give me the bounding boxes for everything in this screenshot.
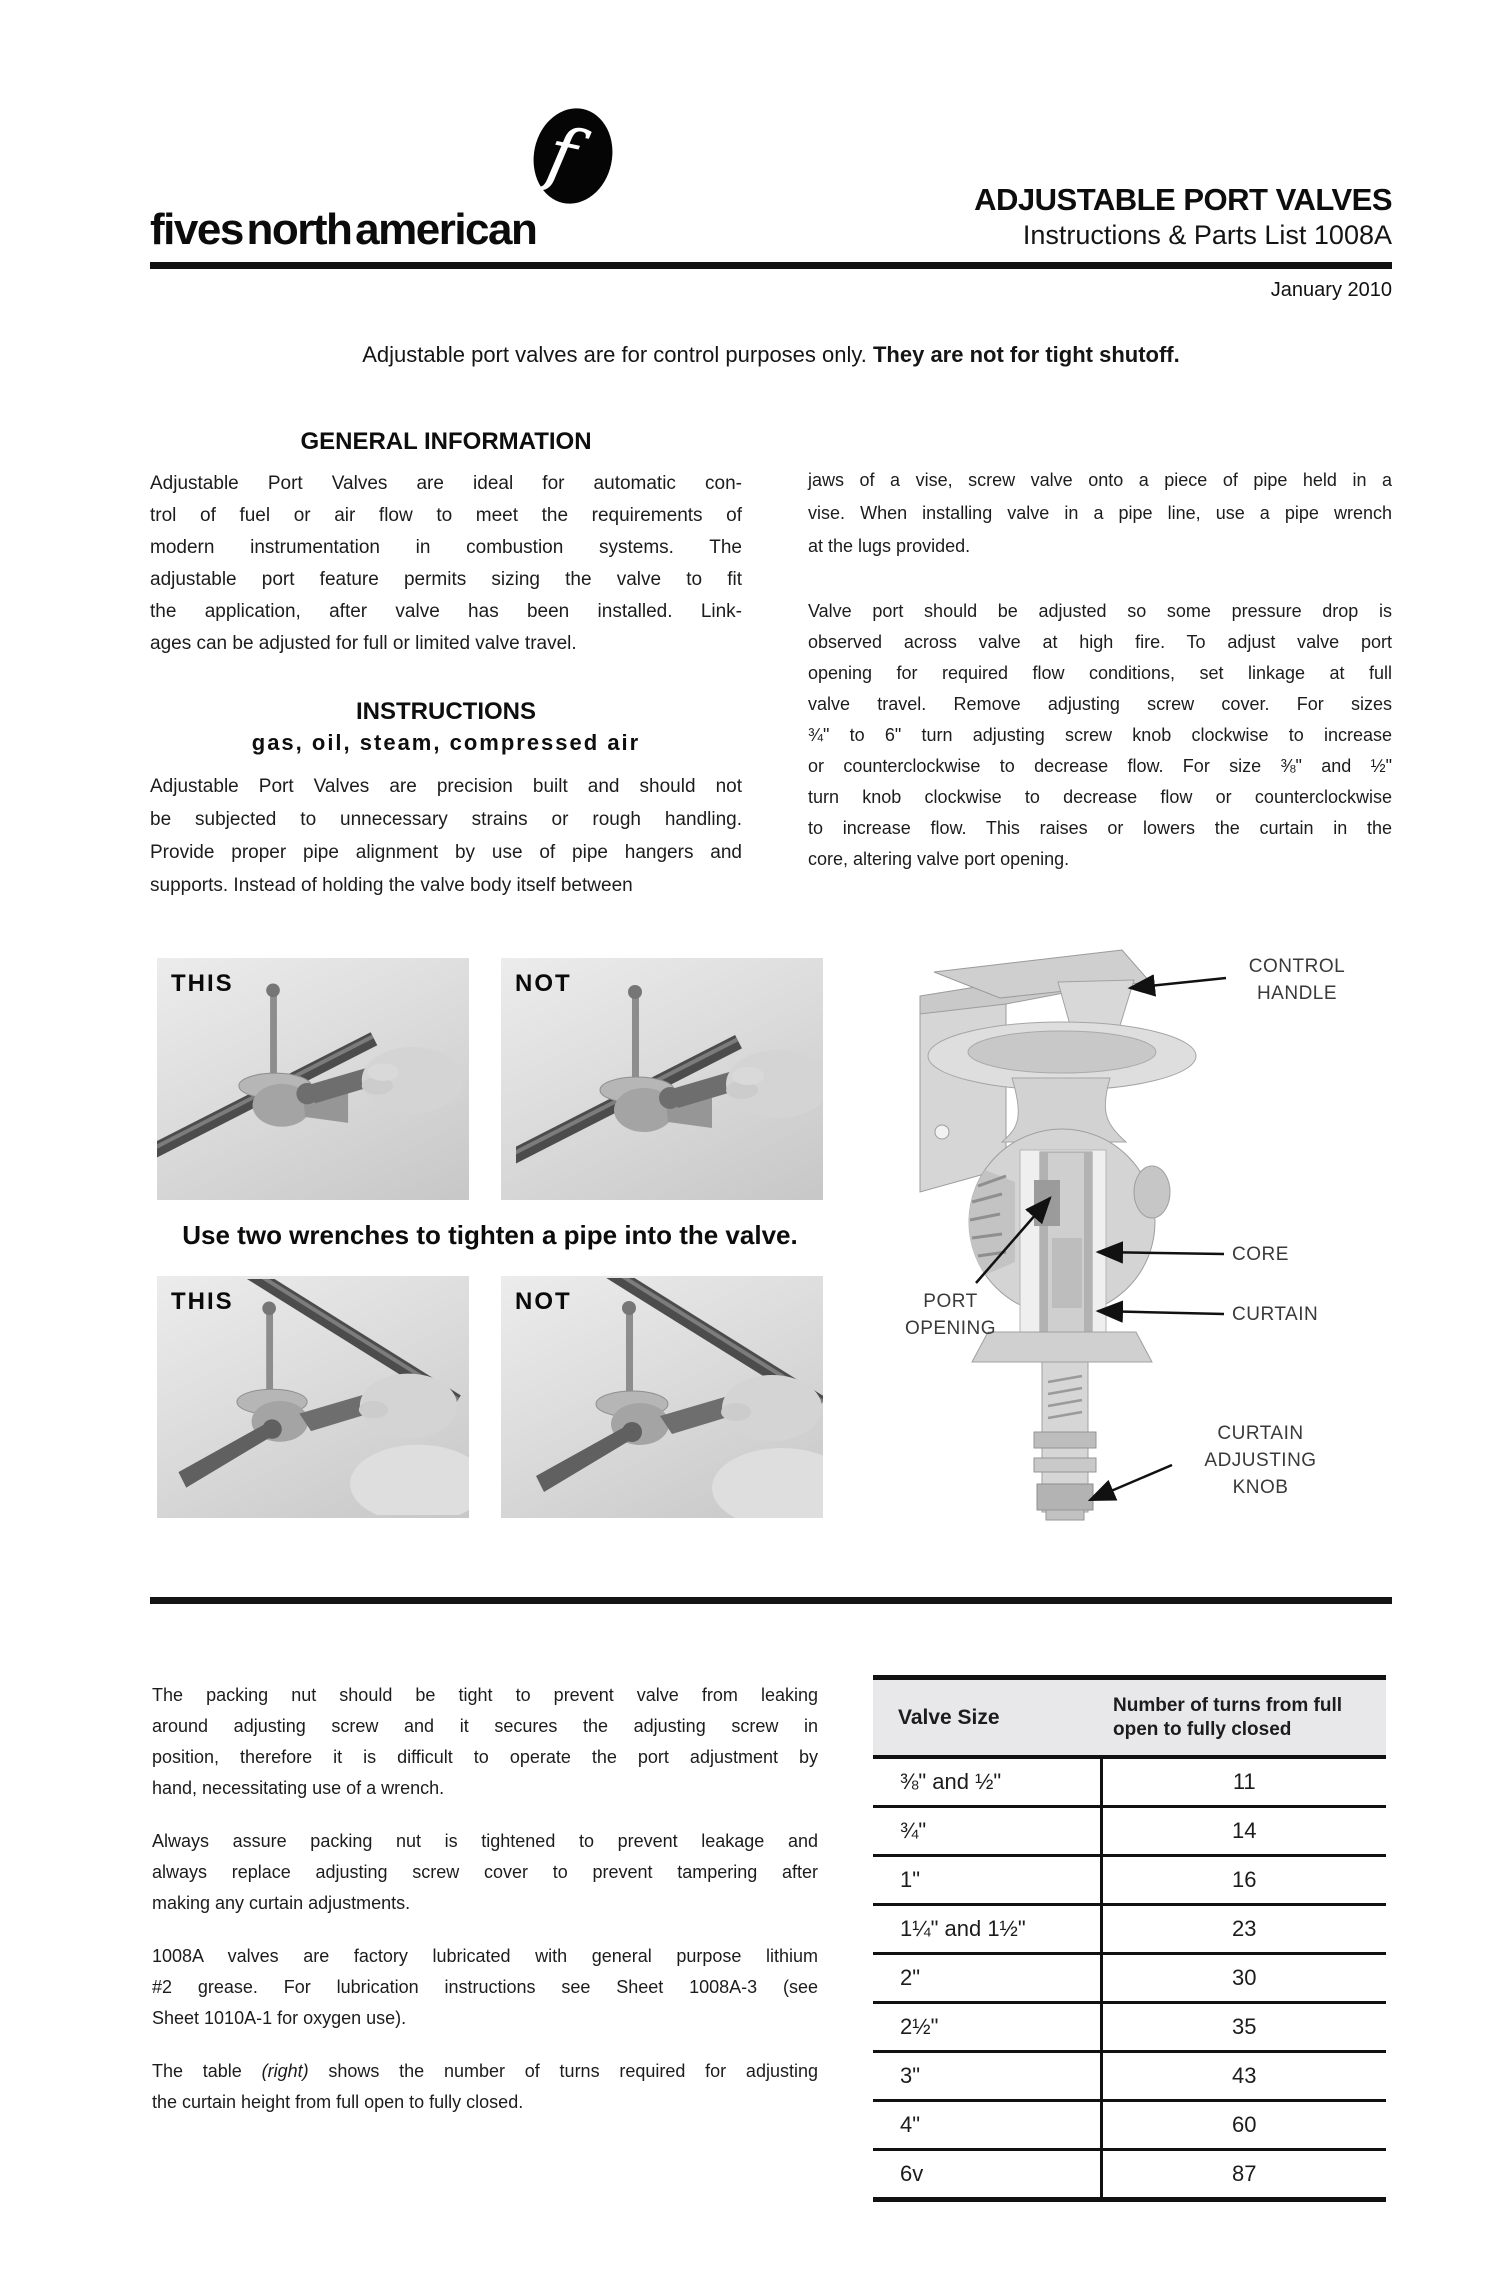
paragraph-line: Provide proper pipe alignment by use of pipe hangers and: [150, 842, 742, 863]
turns-cell: 60: [1101, 2101, 1386, 2150]
photo-tag-not: NOT: [515, 970, 572, 997]
label-line: OPENING: [904, 1318, 997, 1339]
label-line: KNOB: [1232, 1477, 1289, 1498]
paragraph-line: supports. Instead of holding the valve body itself between: [150, 875, 633, 896]
photo-this-two-wrenches: [157, 1276, 469, 1518]
table-row: [873, 1807, 1386, 1856]
paragraph-line: Always assure packing nut is tightened to prevent leakage and: [152, 1831, 818, 1851]
notice-normal-text: Adjustable port valves are for control purposes only.: [362, 342, 873, 367]
text-run-italic: (right): [261, 2061, 309, 2081]
valve-size-cell: 2": [873, 1954, 1101, 2003]
header-line: Number of turns from full: [1113, 1694, 1343, 1716]
right-column-paragraph-2: [808, 596, 1392, 875]
turns-cell: 30: [1101, 1954, 1386, 2003]
valve-size-cell: 1": [873, 1856, 1101, 1905]
photo-not-tighten: [501, 958, 823, 1200]
label-curtain-adjusting-knob: [1178, 1420, 1343, 1501]
paragraph-line: the curtain height from full open to fully closed.: [152, 2092, 524, 2112]
table-row: [873, 1905, 1386, 1954]
paragraph-line: adjustable port feature permits sizing the valve to fit: [150, 569, 742, 590]
control-purpose-notice: [150, 338, 1392, 372]
valve-size-cell: 2½": [873, 2003, 1101, 2052]
table-header-row: [873, 1678, 1386, 1758]
label-line: CONTROL: [1248, 956, 1346, 977]
brand-mark-icon: [525, 101, 621, 211]
paragraph-line: or counterclockwise to decrease flow. For size ⅜" and ½": [808, 756, 1392, 776]
paragraph-line: ages can be adjusted for full or limited valve travel.: [150, 633, 577, 654]
paragraph-line: around adjusting screw and it secures the adjusting screw in: [152, 1716, 818, 1736]
paragraph-line: modern instrumentation in combustion systems. The: [150, 537, 742, 558]
leakage-paragraph: [152, 1826, 818, 1919]
turns-cell: 14: [1101, 1807, 1386, 1856]
paragraph-line: core, altering valve port opening.: [808, 849, 1070, 869]
turns-cell: 23: [1101, 1905, 1386, 1954]
table-row: [873, 2003, 1386, 2052]
header-rule: [150, 262, 1392, 269]
general-information-heading: GENERAL INFORMATION: [300, 428, 592, 455]
paragraph-line: vise. When installing valve in a pipe line, use a pipe wrench: [808, 503, 1392, 523]
paragraph-line: #2 grease. For lubrication instructions see Sheet 1008A-3 (see: [152, 1977, 818, 1997]
instructions-heading: INSTRUCTIONS: [356, 698, 536, 725]
turns-cell: 16: [1101, 1856, 1386, 1905]
document-subtitle: Instructions & Parts List 1008A: [1022, 220, 1392, 250]
valve-size-cell: 3": [873, 2052, 1101, 2101]
valve-size-cell: 6v: [900, 2161, 924, 2186]
column-header-valve-size: Valve Size: [873, 1678, 1101, 1758]
turns-cell: 87: [1101, 2150, 1386, 2200]
paragraph-line: Adjustable Port Valves are ideal for automatic con-: [150, 473, 742, 494]
valve-size-cell: 1¼" and 1½": [873, 1905, 1101, 1954]
table-row: [873, 1856, 1386, 1905]
text-run: The table: [152, 2061, 262, 2081]
photo-tag-not: NOT: [515, 1288, 572, 1315]
table-row: [873, 2101, 1386, 2150]
paragraph-line: ¾" to 6" turn adjusting screw knob clockwise to increase: [808, 725, 1392, 745]
paragraph-line: jaws of a vise, screw valve onto a piece of pipe held in a: [808, 470, 1392, 490]
table-row: [873, 2150, 1386, 2200]
paragraph-line: at the lugs provided.: [808, 536, 971, 556]
photos-caption: Use two wrenches to tighten a pipe into the valve.: [182, 1220, 798, 1250]
valve-size-cell: ¾": [873, 1807, 1101, 1856]
valve-cutaway-diagram: [870, 935, 1430, 1565]
arrow-curtain-adjusting-knob: [1090, 1465, 1172, 1500]
paragraph-line: hand, necessitating use of a wrench.: [152, 1778, 445, 1798]
general-information-paragraph: [150, 468, 742, 660]
packing-nut-paragraph: [152, 1680, 818, 1804]
table-row: [873, 2052, 1386, 2101]
paragraph-line: Sheet 1010A-1 for oxygen use).: [152, 2008, 407, 2028]
photo-not-two-wrenches: [501, 1276, 823, 1518]
label-line: CURTAIN: [1217, 1423, 1304, 1444]
document-title: ADJUSTABLE PORT VALVES: [974, 182, 1392, 217]
paragraph-line: 1008A valves are factory lubricated with general purpose lithium: [152, 1946, 818, 1966]
header-line: open to fully closed: [1113, 1718, 1292, 1740]
instructions-paragraph: [150, 770, 742, 902]
paragraph-line: valve travel. Remove adjusting screw cover. For sizes: [808, 694, 1392, 714]
label-line: HANDLE: [1256, 983, 1338, 1004]
document-date: January 2010: [1270, 279, 1392, 301]
paragraph-line: be subjected to unnecessary strains or rough handling.: [150, 809, 742, 830]
lubrication-paragraph: [152, 1941, 818, 2034]
paragraph-line: turn knob clockwise to decrease flow or counterclockwise: [808, 787, 1392, 807]
arrow-curtain: [1098, 1311, 1224, 1314]
label-curtain: CURTAIN: [1232, 1304, 1319, 1325]
paragraph-line: position, therefore it is difficult to operate the port adjustment by: [152, 1747, 818, 1767]
paragraph-line: the application, after valve has been installed. Link-: [150, 601, 742, 622]
instructions-subheading: gas, oil, steam, compressed air: [251, 730, 641, 755]
label-line: PORT: [923, 1291, 978, 1312]
paragraph-line: trol of fuel or air flow to meet the requirements of: [150, 505, 742, 526]
table-row: [873, 1757, 1386, 1807]
table-row: [873, 1954, 1386, 2003]
notice-bold-text: They are not for tight shutoff.: [872, 342, 1180, 367]
photo-tag-this: THIS: [171, 1288, 234, 1315]
paragraph-line: The packing nut should be tight to prevent valve from leaking: [152, 1685, 818, 1705]
text-run: shows the number of turns required for adjusting: [308, 2061, 818, 2081]
photo-tag-this: THIS: [171, 970, 234, 997]
paragraph-line: observed across valve at high fire. To adjust valve port: [808, 632, 1392, 652]
valve-size-cell: ⅜" and ½": [873, 1757, 1101, 1807]
brand-logo-text: fives north american: [150, 205, 537, 254]
table-reference-paragraph: [152, 2056, 818, 2118]
section-divider-rule: [150, 1597, 1392, 1604]
label-core: CORE: [1232, 1244, 1289, 1265]
paragraph-line: [152, 2056, 818, 2087]
paragraph-line: making any curtain adjustments.: [152, 1893, 411, 1913]
valve-turns-table: [873, 1675, 1386, 2202]
turns-cell: 35: [1101, 2003, 1386, 2052]
label-line: ADJUSTING: [1204, 1450, 1317, 1471]
turns-cell: 43: [1101, 2052, 1386, 2101]
brand-mark-letter: ƒ: [539, 110, 584, 201]
turns-cell: 11: [1101, 1757, 1386, 1807]
photo-this-tighten: [157, 958, 469, 1200]
paragraph-line: opening for required flow conditions, set linkage at full: [808, 663, 1392, 683]
valve-size-cell: 4": [873, 2101, 1101, 2150]
right-column-paragraph-1: [808, 464, 1392, 563]
paragraph-line: to increase flow. This raises or lowers the curtain in the: [808, 818, 1392, 838]
paragraph-line: Adjustable Port Valves are precision built and should not: [150, 776, 742, 797]
paragraph-line: Valve port should be adjusted so some pressure drop is: [808, 601, 1392, 621]
label-control-handle: [1232, 953, 1362, 1007]
paragraph-line: always replace adjusting screw cover to prevent tampering after: [152, 1862, 818, 1882]
column-header-turns: [1101, 1678, 1386, 1758]
label-port-opening: [893, 1288, 1008, 1342]
